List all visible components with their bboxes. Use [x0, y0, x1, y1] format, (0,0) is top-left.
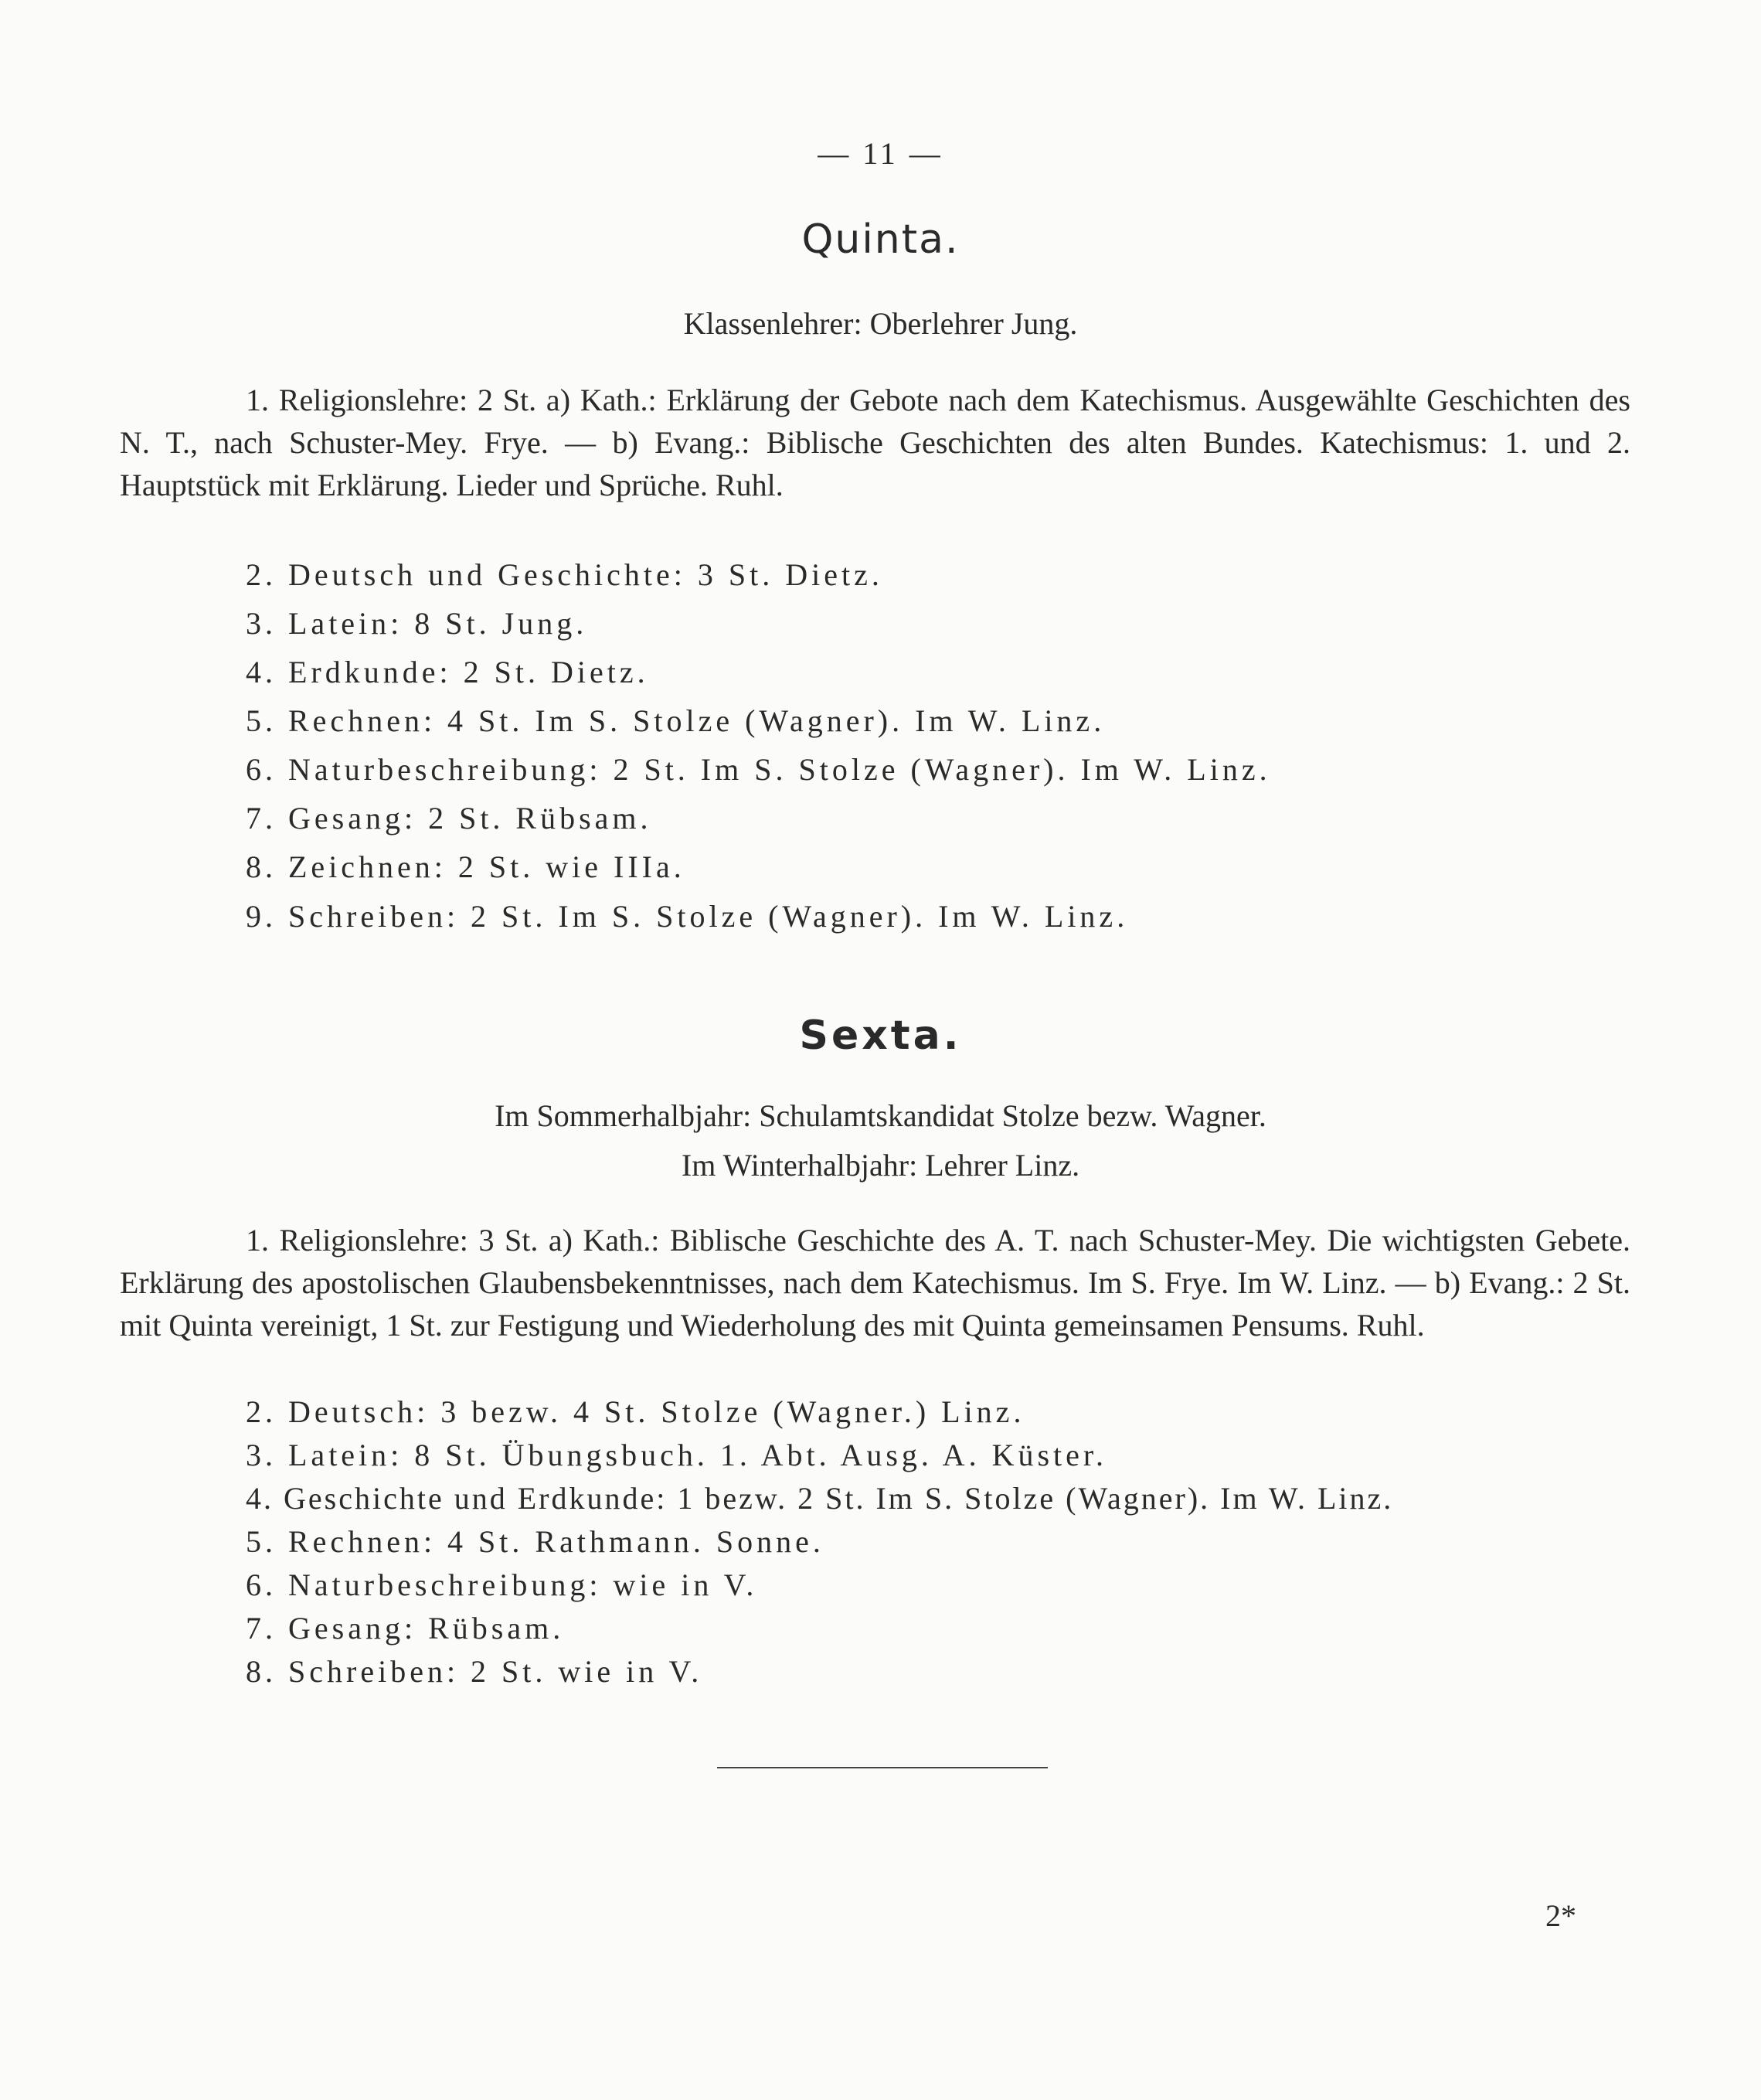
quinta-item-3: 3. Latein: 8 St. Jung. [246, 606, 588, 641]
sexta-item-5: 5. Rechnen: 4 St. Rathmann. Sonne. [246, 1524, 824, 1559]
sexta-item-4: 4. Geschichte und Erdkunde: 1 bezw. 2 St. Im S. Stolze (Wagner). Im W. Linz. [246, 1481, 1394, 1516]
sexta-item-7: 7. Gesang: Rübsam. [246, 1611, 565, 1646]
quinta-title: Quinta. [801, 216, 960, 263]
quinta-item-9: 9. Schreiben: 2 St. Im S. Stolze (Wagner). Im W. Linz. [246, 899, 1129, 934]
sexta-teacher-winter: Im Winterhalbjahr: Lehrer Linz. [681, 1148, 1080, 1183]
sexta-item-religion: 1. Religionslehre: 3 St. a) Kath.: Biblische Geschichte des A. T. nach Schuster-Mey. Die wichtigsten Gebete. Erklärung des apostolischen Glaubensbekenntnisses, nach dem Katechismus. Im S. Frye. Im W. Linz. — b) Evang.: 2 St. mit Quinta vereinigt, 1 St. zur Festigung und Wiederholung des mit Quinta gemeinsamen Pensums. Ruhl. [120, 1223, 1630, 1343]
quinta-item-7: 7. Gesang: 2 St. Rübsam. [246, 801, 652, 836]
quinta-item-2: 2. Deutsch und Geschichte: 3 St. Dietz. [246, 557, 883, 592]
page-number: — 11 — [818, 136, 943, 171]
sexta-item-6: 6. Naturbeschreibung: wie in V. [246, 1567, 758, 1602]
signature-mark: 2* [1545, 1898, 1576, 1933]
sexta-item-8: 8. Schreiben: 2 St. wie in V. [246, 1654, 703, 1689]
sexta-teacher-summer: Im Sommerhalbjahr: Schulamtskandidat Stolze bezw. Wagner. [495, 1098, 1266, 1133]
quinta-item-4: 4. Erdkunde: 2 St. Dietz. [246, 655, 649, 689]
section-divider [717, 1767, 1048, 1768]
quinta-item-religion: 1. Religionslehre: 2 St. a) Kath.: Erklärung der Gebote nach dem Katechismus. Ausgewählte Geschichten des N. T., nach Schuster-Mey. Frye. — b) Evang.: Biblische Geschichten des alten Bundes. Katechismus: 1. und 2. Hauptstück mit Erklärung. Lieder und Sprüche. Ruhl. [120, 383, 1630, 502]
sexta-item-3: 3. Latein: 8 St. Übungsbuch. 1. Abt. Ausg. A. Küster. [246, 1438, 1107, 1472]
quinta-teacher: Klassenlehrer: Oberlehrer Jung. [683, 306, 1078, 341]
quinta-item-8: 8. Zeichnen: 2 St. wie IIIa. [246, 849, 685, 884]
sexta-item-2: 2. Deutsch: 3 bezw. 4 St. Stolze (Wagner.) Linz. [246, 1394, 1025, 1429]
sexta-title: Sexta. [799, 1013, 962, 1059]
quinta-item-6: 6. Naturbeschreibung: 2 St. Im S. Stolze (Wagner). Im W. Linz. [246, 752, 1271, 787]
quinta-item-5: 5. Rechnen: 4 St. Im S. Stolze (Wagner). Im W. Linz. [246, 703, 1106, 738]
